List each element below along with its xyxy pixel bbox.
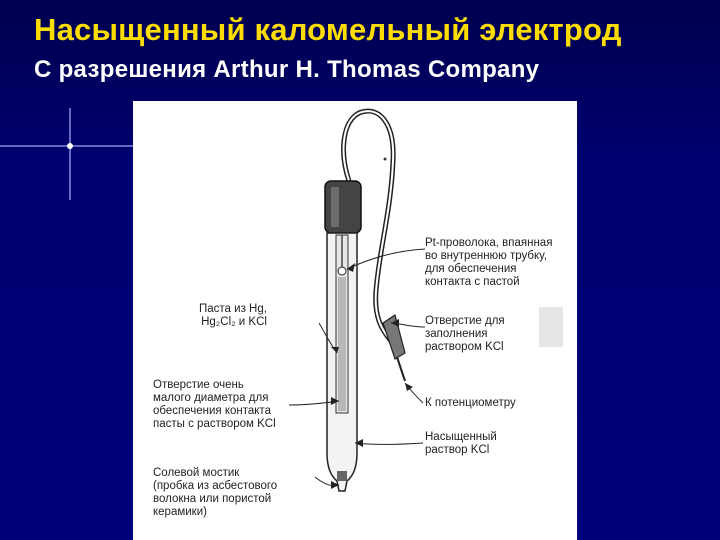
electrode-figure xyxy=(133,101,577,540)
label-saturated: Насыщенный раствор KCl xyxy=(425,431,497,456)
salt-bridge-plug xyxy=(337,471,347,481)
label-fill-hole: Отверстие для заполнения раствором KCl xyxy=(425,315,505,353)
label-potentiometer: К потенциометру xyxy=(425,397,516,409)
slide-subtitle: С разрешения Arthur H. Thomas Company xyxy=(34,56,540,83)
leader-pt-wire xyxy=(347,249,425,269)
electrode-cap xyxy=(325,181,361,233)
label-pt-wire: Pt-проволока, впаянная во внутреннюю трубку, для обеспечения контакта с пастой xyxy=(425,237,553,288)
sparkle-decoration xyxy=(0,100,150,200)
leader-saturated xyxy=(355,443,423,445)
label-paste: Паста из Hg, Hg₂Cl₂ и KCl xyxy=(199,303,267,328)
label-small-hole: Отверстие очень малого диаметра для обеспечения контакта пасты с раствором KCl xyxy=(153,379,276,430)
slide-title: Насыщенный каломельный электрод xyxy=(34,12,622,47)
label-salt-bridge: Солевой мостик (пробка из асбестового волокна или пористой керамики) xyxy=(153,467,278,518)
